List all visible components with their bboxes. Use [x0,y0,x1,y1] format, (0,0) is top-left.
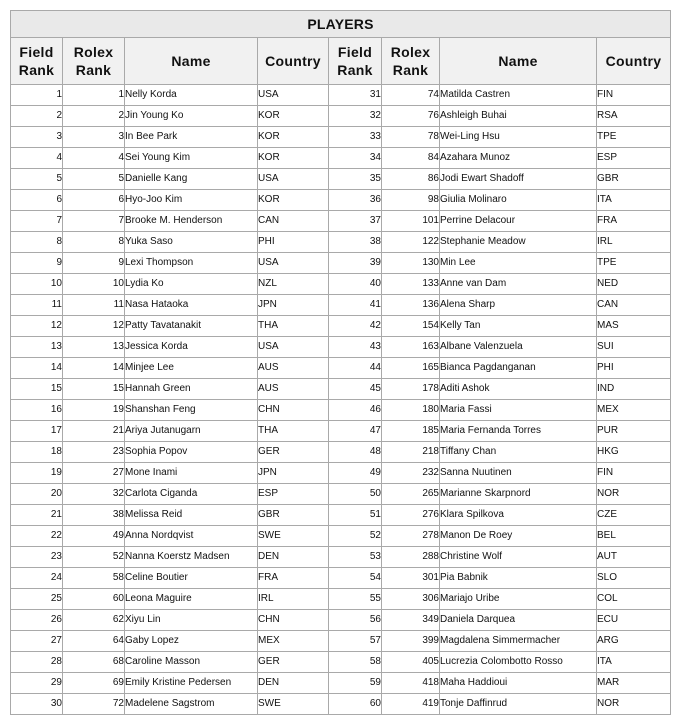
country-cell: AUS [258,358,329,379]
player-name-cell: Shanshan Feng [125,400,258,421]
player-name-cell: Daniela Darquea [440,610,597,631]
field-rank-cell: 55 [329,589,382,610]
table-row [11,484,671,505]
rolex-rank-cell: 84 [382,148,440,169]
rolex-rank-cell: 418 [382,673,440,694]
player-name-cell: Melissa Reid [125,505,258,526]
field-rank-cell: 26 [11,610,63,631]
table-row [11,673,671,694]
field-rank-cell: 2 [11,106,63,127]
player-name-cell: Nelly Korda [125,85,258,106]
table-row [11,652,671,673]
table-row [11,85,671,106]
country-cell: CAN [597,295,671,316]
rolex-rank-cell: 185 [382,421,440,442]
player-name-cell: Magdalena Simmermacher [440,631,597,652]
rolex-rank-cell: 6 [63,190,125,211]
player-name-cell: Aditi Ashok [440,379,597,400]
field-rank-cell: 49 [329,463,382,484]
player-name-cell: Danielle Kang [125,169,258,190]
player-name-cell: Giulia Molinaro [440,190,597,211]
player-name-cell: Minjee Lee [125,358,258,379]
field-rank-cell: 25 [11,589,63,610]
country-cell: GBR [597,169,671,190]
player-name-cell: Maria Fassi [440,400,597,421]
country-cell: CHN [258,610,329,631]
player-name-cell: Caroline Masson [125,652,258,673]
field-rank-cell: 8 [11,232,63,253]
header-rolex-rank: Rolex Rank [382,38,440,85]
table-row [11,505,671,526]
rolex-rank-cell: 13 [63,337,125,358]
rolex-rank-cell: 405 [382,652,440,673]
field-rank-cell: 3 [11,127,63,148]
field-rank-cell: 35 [329,169,382,190]
country-cell: MEX [258,631,329,652]
rolex-rank-cell: 218 [382,442,440,463]
player-name-cell: Carlota Ciganda [125,484,258,505]
rolex-rank-cell: 5 [63,169,125,190]
rolex-rank-cell: 288 [382,547,440,568]
field-rank-cell: 47 [329,421,382,442]
field-rank-cell: 59 [329,673,382,694]
rolex-rank-cell: 15 [63,379,125,400]
rolex-rank-cell: 306 [382,589,440,610]
table-row [11,211,671,232]
header-country: Country [258,38,329,85]
header-row [11,38,671,85]
field-rank-cell: 5 [11,169,63,190]
rolex-rank-cell: 19 [63,400,125,421]
field-rank-cell: 13 [11,337,63,358]
country-cell: PUR [597,421,671,442]
rolex-rank-cell: 49 [63,526,125,547]
rolex-rank-cell: 3 [63,127,125,148]
rolex-rank-cell: 276 [382,505,440,526]
table-row [11,295,671,316]
country-cell: ARG [597,631,671,652]
rolex-rank-cell: 21 [63,421,125,442]
country-cell: NZL [258,274,329,295]
player-name-cell: Anna Nordqvist [125,526,258,547]
country-cell: FRA [597,211,671,232]
rolex-rank-cell: 265 [382,484,440,505]
country-cell: THA [258,316,329,337]
rolex-rank-cell: 98 [382,190,440,211]
field-rank-cell: 29 [11,673,63,694]
field-rank-cell: 34 [329,148,382,169]
country-cell: DEN [258,547,329,568]
country-cell: KOR [258,127,329,148]
player-name-cell: Sei Young Kim [125,148,258,169]
field-rank-cell: 27 [11,631,63,652]
player-name-cell: In Bee Park [125,127,258,148]
country-cell: ITA [597,190,671,211]
rolex-rank-cell: 69 [63,673,125,694]
country-cell: SWE [258,694,329,715]
player-name-cell: Patty Tavatanakit [125,316,258,337]
header-country: Country [597,38,671,85]
country-cell: IRL [597,232,671,253]
field-rank-cell: 60 [329,694,382,715]
table-row [11,610,671,631]
rolex-rank-cell: 27 [63,463,125,484]
player-name-cell: Jessica Korda [125,337,258,358]
rolex-rank-cell: 60 [63,589,125,610]
field-rank-cell: 17 [11,421,63,442]
table-row [11,463,671,484]
field-rank-cell: 6 [11,190,63,211]
rolex-rank-cell: 9 [63,253,125,274]
country-cell: FIN [597,463,671,484]
table-row [11,106,671,127]
rolex-rank-cell: 232 [382,463,440,484]
field-rank-cell: 37 [329,211,382,232]
player-name-cell: Kelly Tan [440,316,597,337]
table-row [11,589,671,610]
rolex-rank-cell: 133 [382,274,440,295]
country-cell: ECU [597,610,671,631]
country-cell: THA [258,421,329,442]
rolex-rank-cell: 58 [63,568,125,589]
country-cell: DEN [258,673,329,694]
player-name-cell: Albane Valenzuela [440,337,597,358]
field-rank-cell: 38 [329,232,382,253]
field-rank-cell: 33 [329,127,382,148]
player-name-cell: Manon De Roey [440,526,597,547]
player-name-cell: Maha Haddioui [440,673,597,694]
country-cell: MEX [597,400,671,421]
rolex-rank-cell: 23 [63,442,125,463]
rolex-rank-cell: 2 [63,106,125,127]
rolex-rank-cell: 419 [382,694,440,715]
field-rank-cell: 31 [329,85,382,106]
field-rank-cell: 20 [11,484,63,505]
rolex-rank-cell: 136 [382,295,440,316]
field-rank-cell: 10 [11,274,63,295]
rolex-rank-cell: 14 [63,358,125,379]
rolex-rank-cell: 178 [382,379,440,400]
rolex-rank-cell: 12 [63,316,125,337]
rolex-rank-cell: 38 [63,505,125,526]
field-rank-cell: 1 [11,85,63,106]
header-name: Name [125,38,258,85]
field-rank-cell: 32 [329,106,382,127]
field-rank-cell: 36 [329,190,382,211]
player-name-cell: Yuka Saso [125,232,258,253]
players-table-container [10,10,671,715]
player-name-cell: Lydia Ko [125,274,258,295]
rolex-rank-cell: 163 [382,337,440,358]
player-name-cell: Ashleigh Buhai [440,106,597,127]
country-cell: KOR [258,190,329,211]
rolex-rank-cell: 278 [382,526,440,547]
rolex-rank-cell: 68 [63,652,125,673]
country-cell: PHI [597,358,671,379]
field-rank-cell: 30 [11,694,63,715]
country-cell: NOR [597,694,671,715]
rolex-rank-cell: 32 [63,484,125,505]
player-name-cell: Hyo-Joo Kim [125,190,258,211]
table-row [11,127,671,148]
field-rank-cell: 52 [329,526,382,547]
field-rank-cell: 50 [329,484,382,505]
country-cell: ESP [258,484,329,505]
field-rank-cell: 7 [11,211,63,232]
table-row [11,379,671,400]
country-cell: AUT [597,547,671,568]
country-cell: NED [597,274,671,295]
field-rank-cell: 21 [11,505,63,526]
table-row [11,631,671,652]
table-row [11,421,671,442]
header-field-rank: Field Rank [329,38,382,85]
player-name-cell: Jin Young Ko [125,106,258,127]
field-rank-cell: 22 [11,526,63,547]
player-name-cell: Emily Kristine Pedersen [125,673,258,694]
country-cell: GBR [258,505,329,526]
rolex-rank-cell: 62 [63,610,125,631]
player-name-cell: Bianca Pagdanganan [440,358,597,379]
rolex-rank-cell: 10 [63,274,125,295]
country-cell: GER [258,442,329,463]
rolex-rank-cell: 101 [382,211,440,232]
country-cell: IRL [258,589,329,610]
rolex-rank-cell: 154 [382,316,440,337]
player-name-cell: Azahara Munoz [440,148,597,169]
field-rank-cell: 12 [11,316,63,337]
field-rank-cell: 16 [11,400,63,421]
rolex-rank-cell: 86 [382,169,440,190]
country-cell: PHI [258,232,329,253]
country-cell: GER [258,652,329,673]
player-name-cell: Perrine Delacour [440,211,597,232]
player-name-cell: Anne van Dam [440,274,597,295]
country-cell: JPN [258,295,329,316]
player-name-cell: Leona Maguire [125,589,258,610]
player-name-cell: Lucrezia Colombotto Rosso [440,652,597,673]
rolex-rank-cell: 165 [382,358,440,379]
country-cell: CAN [258,211,329,232]
table-row [11,169,671,190]
rolex-rank-cell: 4 [63,148,125,169]
country-cell: USA [258,337,329,358]
country-cell: USA [258,85,329,106]
country-cell: AUS [258,379,329,400]
table-row [11,337,671,358]
country-cell: CHN [258,400,329,421]
country-cell: SWE [258,526,329,547]
field-rank-cell: 56 [329,610,382,631]
table-row [11,232,671,253]
country-cell: JPN [258,463,329,484]
rolex-rank-cell: 8 [63,232,125,253]
field-rank-cell: 11 [11,295,63,316]
country-cell: KOR [258,148,329,169]
rolex-rank-cell: 64 [63,631,125,652]
player-name-cell: Nasa Hataoka [125,295,258,316]
player-name-cell: Mariajo Uribe [440,589,597,610]
table-row [11,400,671,421]
player-name-cell: Jodi Ewart Shadoff [440,169,597,190]
rolex-rank-cell: 122 [382,232,440,253]
player-name-cell: Christine Wolf [440,547,597,568]
player-name-cell: Pia Babnik [440,568,597,589]
country-cell: TPE [597,127,671,148]
field-rank-cell: 53 [329,547,382,568]
player-name-cell: Tiffany Chan [440,442,597,463]
player-name-cell: Sophia Popov [125,442,258,463]
player-name-cell: Matilda Castren [440,85,597,106]
country-cell: RSA [597,106,671,127]
player-name-cell: Marianne Skarpnord [440,484,597,505]
player-name-cell: Stephanie Meadow [440,232,597,253]
rolex-rank-cell: 180 [382,400,440,421]
field-rank-cell: 54 [329,568,382,589]
rolex-rank-cell: 130 [382,253,440,274]
player-name-cell: Klara Spilkova [440,505,597,526]
country-cell: MAR [597,673,671,694]
field-rank-cell: 18 [11,442,63,463]
rolex-rank-cell: 301 [382,568,440,589]
header-rolex-rank: Rolex Rank [63,38,125,85]
player-name-cell: Maria Fernanda Torres [440,421,597,442]
country-cell: MAS [597,316,671,337]
field-rank-cell: 45 [329,379,382,400]
player-name-cell: Celine Boutier [125,568,258,589]
country-cell: SLO [597,568,671,589]
field-rank-cell: 39 [329,253,382,274]
player-name-cell: Nanna Koerstz Madsen [125,547,258,568]
player-name-cell: Sanna Nuutinen [440,463,597,484]
table-row [11,526,671,547]
country-cell: NOR [597,484,671,505]
table-row [11,442,671,463]
country-cell: ESP [597,148,671,169]
country-cell: BEL [597,526,671,547]
rolex-rank-cell: 1 [63,85,125,106]
field-rank-cell: 57 [329,631,382,652]
table-row [11,568,671,589]
rolex-rank-cell: 72 [63,694,125,715]
field-rank-cell: 9 [11,253,63,274]
player-name-cell: Wei-Ling Hsu [440,127,597,148]
country-cell: CZE [597,505,671,526]
field-rank-cell: 4 [11,148,63,169]
field-rank-cell: 48 [329,442,382,463]
country-cell: USA [258,169,329,190]
player-name-cell: Gaby Lopez [125,631,258,652]
country-cell: ITA [597,652,671,673]
country-cell: COL [597,589,671,610]
country-cell: FIN [597,85,671,106]
country-cell: FRA [258,568,329,589]
rolex-rank-cell: 11 [63,295,125,316]
player-name-cell: Mone Inami [125,463,258,484]
country-cell: IND [597,379,671,400]
rolex-rank-cell: 76 [382,106,440,127]
player-name-cell: Min Lee [440,253,597,274]
player-name-cell: Hannah Green [125,379,258,400]
field-rank-cell: 42 [329,316,382,337]
field-rank-cell: 24 [11,568,63,589]
table-row [11,316,671,337]
table-row [11,694,671,715]
players-table [10,10,671,715]
country-cell: SUI [597,337,671,358]
table-row [11,148,671,169]
field-rank-cell: 14 [11,358,63,379]
table-row [11,547,671,568]
field-rank-cell: 44 [329,358,382,379]
player-name-cell: Xiyu Lin [125,610,258,631]
rolex-rank-cell: 349 [382,610,440,631]
field-rank-cell: 40 [329,274,382,295]
player-name-cell: Brooke M. Henderson [125,211,258,232]
field-rank-cell: 19 [11,463,63,484]
field-rank-cell: 41 [329,295,382,316]
field-rank-cell: 15 [11,379,63,400]
rolex-rank-cell: 7 [63,211,125,232]
rolex-rank-cell: 52 [63,547,125,568]
table-row [11,253,671,274]
field-rank-cell: 46 [329,400,382,421]
rolex-rank-cell: 399 [382,631,440,652]
player-name-cell: Tonje Daffinrud [440,694,597,715]
player-name-cell: Madelene Sagstrom [125,694,258,715]
header-field-rank: Field Rank [11,38,63,85]
table-row [11,358,671,379]
rolex-rank-cell: 78 [382,127,440,148]
country-cell: USA [258,253,329,274]
field-rank-cell: 43 [329,337,382,358]
field-rank-cell: 58 [329,652,382,673]
table-title: PLAYERS [11,11,671,38]
table-row [11,190,671,211]
country-cell: TPE [597,253,671,274]
country-cell: HKG [597,442,671,463]
table-row [11,274,671,295]
field-rank-cell: 28 [11,652,63,673]
field-rank-cell: 51 [329,505,382,526]
player-name-cell: Ariya Jutanugarn [125,421,258,442]
country-cell: KOR [258,106,329,127]
rolex-rank-cell: 74 [382,85,440,106]
player-name-cell: Lexi Thompson [125,253,258,274]
player-name-cell: Alena Sharp [440,295,597,316]
header-name: Name [440,38,597,85]
field-rank-cell: 23 [11,547,63,568]
